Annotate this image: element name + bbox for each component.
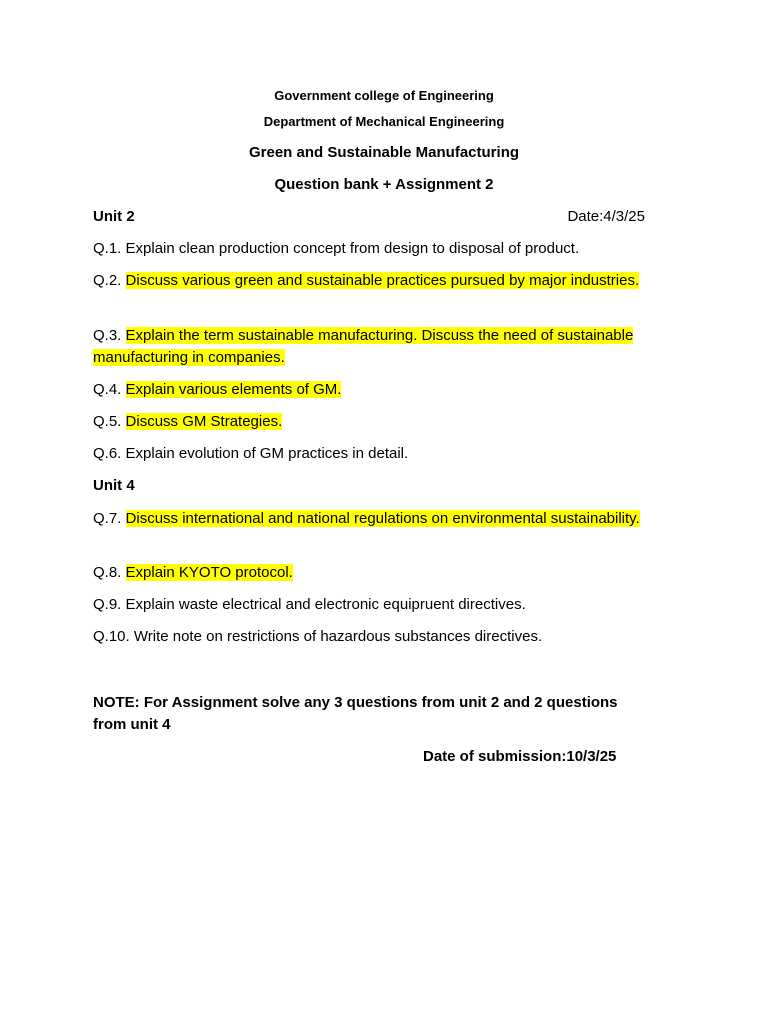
question-text: Explain waste electrical and electronic equipruent directives. — [125, 596, 526, 613]
question-number: Q.2. — [93, 272, 122, 289]
question-text-highlighted: Explain various elements of GM. — [125, 381, 342, 398]
question-number: Q.8. — [93, 564, 122, 581]
question-item — [93, 325, 653, 369]
department-name: Department of Mechanical Engineering — [263, 114, 505, 129]
unit4-header — [93, 477, 645, 494]
unit4-label: Unit 4 — [93, 477, 135, 494]
question-number: Q.4. — [93, 381, 122, 398]
question-text-highlighted: Discuss international and national regulations on environmental sustainability. — [125, 510, 640, 527]
question-number: Q.3. — [93, 327, 122, 344]
issue-date: Date:4/3/25 — [567, 208, 645, 225]
assignment-note: NOTE: For Assignment solve any 3 questions from unit 2 and 2 questions from unit 4 — [93, 694, 618, 733]
question-text-highlighted: Explain KYOTO protocol. — [125, 564, 293, 581]
question-text: Explain evolution of GM practices in detail. — [125, 445, 409, 462]
question-item — [93, 238, 653, 260]
question-text: Write note on restrictions of hazardous substances directives. — [133, 628, 543, 645]
question-number: Q.1. — [93, 240, 122, 257]
document-type: Question bank + Assignment 2 — [274, 176, 494, 193]
question-number: Q.5. — [93, 413, 122, 430]
institution-name: Government college of Engineering — [274, 88, 494, 103]
question-text-highlighted: Discuss GM Strategies. — [125, 413, 283, 430]
question-item — [93, 411, 653, 433]
question-number: Q.7. — [93, 510, 122, 527]
subject-title: Green and Sustainable Manufacturing — [248, 144, 520, 161]
question-text-highlighted: Explain the term sustainable manufacturing. Discuss the need of sustainable manufacturing in companies. — [93, 327, 634, 366]
unit2-header — [93, 208, 645, 225]
unit2-label: Unit 2 — [93, 208, 135, 225]
question-item — [93, 379, 653, 401]
question-text-highlighted: Discuss various green and sustainable practices pursued by major industries. — [125, 272, 640, 289]
question-item — [93, 626, 653, 648]
submission-date: Date of submission:10/3/25 — [423, 748, 617, 765]
question-number: Q.9. — [93, 596, 122, 613]
question-item — [93, 508, 653, 530]
question-item — [93, 594, 653, 616]
question-text: Explain clean production concept from design to disposal of product. — [125, 240, 580, 257]
question-item — [93, 443, 653, 465]
question-number: Q.6. — [93, 445, 122, 462]
question-number: Q.10. — [93, 628, 130, 645]
question-item — [93, 562, 653, 584]
question-item — [93, 270, 653, 292]
